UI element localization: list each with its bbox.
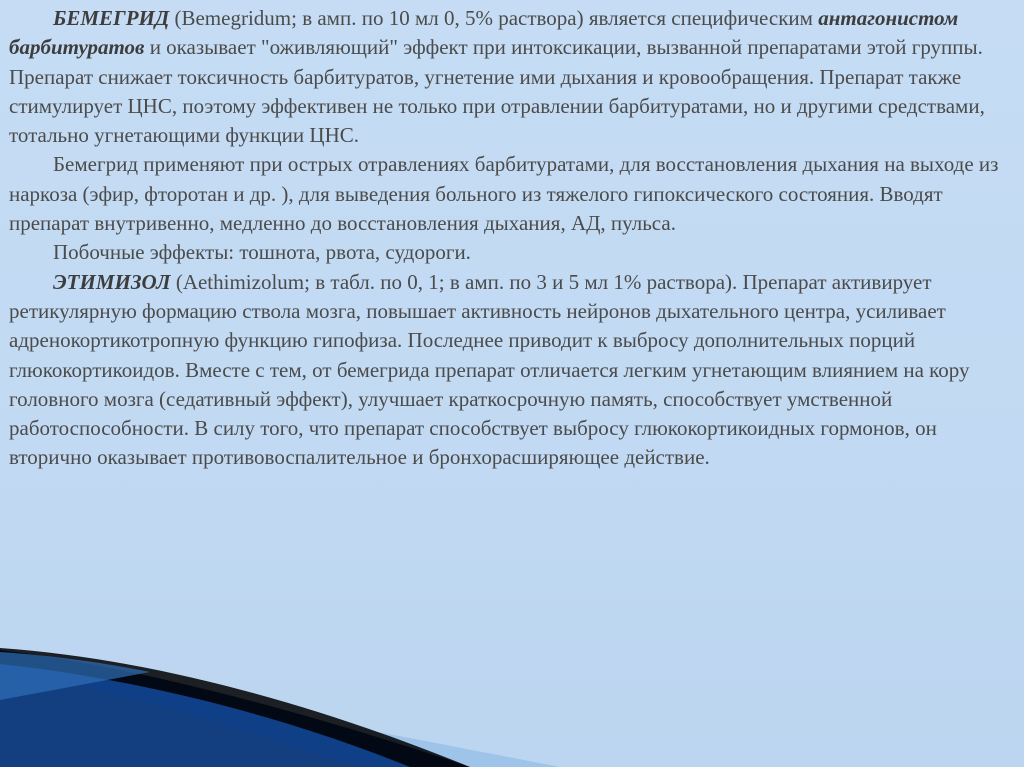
paragraph-bemegrid (9, 4, 1021, 150)
slide-text (9, 4, 1021, 473)
paragraph-text: и оказывает "оживляющий" эффект при интоксикации, вызванной препаратами этой группы. Препарат снижает токсичность барбитуратов, угнетение ими дыхания и кровообращения. Препарат также стимулирует ЦНС, поэтому эффективен не только при отравлении барбитуратами, но и другими средствами, тотально угнетающими функции ЦНС. (9, 35, 985, 148)
paragraph-side-effects: Побочные эффекты: тошнота, рвота, судороги. (53, 240, 471, 265)
emphasis-text: антагонистом барбитуратов (9, 6, 959, 60)
paragraph-text: (Aethimizolum; в табл. по 0, 1; в амп. по 3 и 5 мл 1% раствора). Препарат активирует ретикулярную формацию ствола мозга, повышает активность нейронов дыхательного центра, усиливает адренокортикотропную функцию гипофиза. Последнее приводит к выбросу дополнительных порций глюкокортикоидов. Вместе с тем, от бемегрида препарат отличается легким угнетающим влиянием на кору головного мозга (седативный эффект), улучшает краткосрочную память, способствует умственной работоспособности. В силу того, что препарат способствует выбросу глюкокортикоидных гормонов, он вторично оказывает противовоспалительное и бронхорасширяющее действие. (9, 269, 970, 470)
paragraph-bemegrid-usage: Бемегрид применяют при острых отравлениях барбитуратами, для восстановления дыхания на выходе из наркоза (эфир, фторотан и др. ), для выведения больного из тяжелого гипоксического состояния. Вводят препарат внутривенно, медленно до восстановления дыхания, АД, пульса. (9, 152, 999, 236)
drug-name-bemegrid: БЕМЕГРИД (53, 6, 170, 30)
drug-name-etimizol: ЭТИМИЗОЛ (53, 269, 171, 294)
paragraph-text: (Bemegridum; в амп. по 10 мл 0, 5% раствора) является специфическим (169, 6, 819, 30)
paragraph-etimizol (9, 268, 1021, 473)
